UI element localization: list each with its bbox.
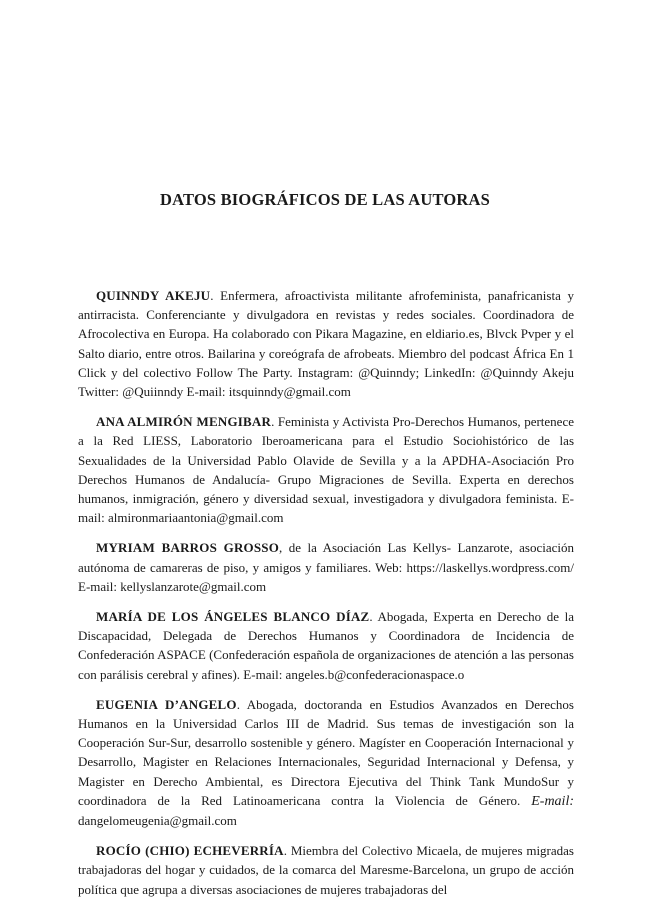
author-bio: , de la Asociación Las Kellys- Lanzarote, asociación autónoma de camareras de piso, y amigos y familiares. Web: https://laskellys.wordpress.com/ E-mail: kellyslanzarote@gmail.com (78, 540, 575, 594)
author-name: MARÍA DE LOS ÁNGELES BLANCO DÍAZ (96, 609, 370, 625)
author-name: ROCÍO (CHIO) ECHEVERRÍA (96, 843, 284, 859)
author-name: MYRIAM BARROS GROSSO (96, 540, 280, 556)
email-label: E-mail: (531, 793, 574, 809)
author-name: QUINNDY AKEJU (96, 288, 211, 303)
biography-entry (78, 286, 574, 401)
biography-entry (78, 695, 574, 830)
author-name: ANA ALMIRÓN MENGIBAR (96, 414, 272, 430)
author-email: dangelomeugenia@gmail.com (78, 813, 237, 829)
biography-entry (78, 412, 574, 527)
biography-entry (78, 538, 574, 596)
author-bio: . Miembra del Colectivo Micaela, de mujeres migradas trabajadoras del hogar y cuidados, de la comarca del Maresme-Barcelona, un grupo de acción política que agrupa a diversas asociaciones de mujeres trabajadoras del (78, 843, 574, 897)
author-name: EUGENIA D’ANGELO (96, 696, 237, 712)
author-bio: . Abogada, doctoranda en Estudios Avanzados en Derechos Humanos en la Universidad Carlos III de Madrid. Sus temas de investigación son la Cooperación Sur-Sur, desarrollo sostenible y género. Magíster en Cooperación Internacional y Desarrollo, Magister en Relaciones Internacionales, Seguridad Internacional y Defensa, y Magister en Derecho Ambiental, es Directora Ejecutiva del Think Tank MundoSur y coordinadora de la Red Latinoamericana contra la Violencia de Género. (78, 696, 574, 808)
biography-entry (78, 607, 574, 684)
biography-list (78, 286, 574, 910)
biography-entry (78, 841, 574, 899)
page-title: DATOS BIOGRÁFICOS DE LAS AUTORAS (159, 190, 491, 209)
author-bio: . Enfermera, afroactivista militante afrofeminista, panafricanista y antirracista. Conferenciante y divulgadora en revistas y redes sociales. Coordinadora de Afrocolectiva en Europa. Ha colaborado con Pikara Magazine, en eldiario.es, Blvck Pvper y el Salto diario, entre otros. Bailarina y coreógrafa de afrobeats. Miembro del podcast África En 1 Click y del colectivo Follow The Party. Instagram: @Quinndy; LinkedIn: @Quinndy Akeju Twitter: @Quiinndy E-mail: itsquinndy@gmail.com (78, 288, 575, 400)
author-bio: . Feminista y Activista Pro-Derechos Humanos, pertenece a la Red LIESS, Laboratorio Iberoamericana para el Estudio Sociohistórico de las Sexualidades de la Universidad Pablo Olavide de Sevilla y a la APDHA-Asociación Pro Derechos Humanos de Andalucía- Grupo Migraciones de Sevilla. Experta en derechos humanos, inmigración, género y diversidad sexual, investigadora y divulgadora feminista. E-mail: almironmariaantonia@gmail.com (78, 414, 574, 526)
author-bio: . Abogada, Experta en Derecho de la Discapacidad, Delegada de Derechos Humanos y Coordinadora de Incidencia de Confederación ASPACE (Confederación española de organizaciones de atención a las personas con parálisis cerebral y afines). E-mail: angeles.b@confederacionaspace.o (78, 609, 574, 682)
